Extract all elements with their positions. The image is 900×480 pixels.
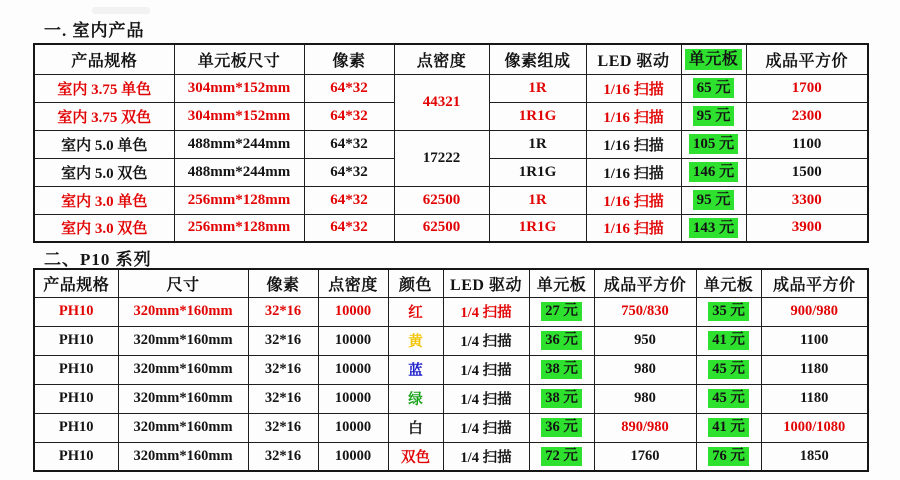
unit-board-price-value: 95 元 [693,106,735,126]
column-header [761,269,868,297]
cell-value: 黄 [408,334,423,350]
cell-value: 64*32 [330,107,368,124]
cell-value: 1700 [791,79,822,96]
table-cell [696,442,761,471]
column-header-label: 像素 [332,52,366,70]
column-header-label: 单元板 [536,276,587,294]
table-cell [318,413,388,442]
table-cell [34,102,174,130]
cell-value: 1/16 扫描 [603,81,664,98]
table-cell [443,442,529,471]
unit-board-price-value: 41 元 [708,331,749,350]
table-cell [118,326,248,355]
table-row [34,130,868,158]
cell-value: 3300 [791,191,822,208]
table-row [34,355,868,384]
cell-value: 320mm*160mm [133,332,233,348]
cell-value: 256mm*128mm [187,191,291,208]
table-row [34,442,868,471]
table-cell [681,214,746,242]
cell-value: 64*32 [330,163,368,180]
table-cell [761,355,868,384]
table-cell [586,74,681,102]
table-cell [118,384,248,413]
cell-value: 1/4 扫描 [460,363,512,379]
table-row [34,297,868,326]
table-cell [318,442,388,471]
column-header-label: 单元板尺寸 [197,52,281,70]
cell-value: 室内 3.0 单色 [61,193,148,210]
table-cell [388,355,443,384]
cell-value: 1/4 扫描 [460,449,512,466]
table-cell [696,413,761,442]
table-cell [529,384,594,413]
table-cell [594,384,696,413]
table-row [34,186,868,214]
cell-value: 304mm*152mm [187,79,291,96]
cell-value: 白 [408,421,423,437]
table-cell [443,326,529,355]
cell-value: 32*16 [264,419,302,435]
cell-value: 488mm*244mm [187,163,291,180]
table-cell [394,186,489,214]
table-cell [304,102,394,130]
table-cell [489,214,586,242]
cell-value: 320mm*160mm [133,361,233,377]
table-row [34,413,868,442]
table-cell [318,326,388,355]
table-cell [529,413,594,442]
column-header-label: 成品平方价 [765,52,848,70]
table-cell [34,442,118,471]
cell-value: 32*16 [264,390,302,406]
table-cell [761,326,868,355]
table-cell [696,355,761,384]
table-cell [318,297,388,326]
column-header-label: LED 驱动 [597,52,670,70]
column-header [681,44,746,74]
unit-board-price-value: 35 元 [708,302,749,321]
column-header [388,269,443,297]
table-cell [529,442,594,471]
cell-value: 32*16 [264,332,302,348]
column-header [248,269,318,297]
cell-value: 1100 [792,135,822,152]
cell-value: 1180 [800,390,829,406]
column-header-label: 产品规格 [43,276,110,294]
table-cell [118,355,248,384]
table-cell [594,326,696,355]
column-header [443,269,529,297]
table-cell [746,158,868,186]
table-cell [304,74,394,102]
cell-value: 室内 3.75 双色 [57,109,152,126]
table-cell [761,442,868,471]
table-cell [746,214,868,242]
column-header-label: 单元板 [685,49,743,70]
unit-board-price-value: 36 元 [541,331,582,350]
cell-value: 1/4 扫描 [460,392,512,408]
cell-value: 750/830 [621,303,669,319]
column-header-label: 成品平方价 [772,276,856,294]
table-cell [696,384,761,413]
table-cell [489,102,586,130]
table-cell [761,297,868,326]
cell-value: 2300 [791,107,822,124]
cell-value: 绿 [408,392,423,408]
column-header [174,44,304,74]
cell-value: 红 [408,305,423,321]
table-row [34,214,868,242]
table-cell [746,130,868,158]
column-header-label: 颜色 [398,276,432,294]
cell-value: 1/16 扫描 [603,221,664,238]
unit-board-price-value: 38 元 [541,360,582,379]
table-cell [489,186,586,214]
cell-value: 62500 [422,219,461,236]
column-header-label: 像素 [266,276,300,294]
cell-value: 10000 [334,303,372,319]
cell-value: 64*32 [330,219,368,236]
cell-value: 488mm*244mm [187,135,291,152]
table-cell [304,158,394,186]
table-cell [746,74,868,102]
table-cell [34,413,118,442]
unit-board-price-value: 95 元 [693,190,735,210]
unit-board-price-value: 36 元 [541,418,582,437]
table-cell [174,130,304,158]
cell-value: PH10 [58,390,94,406]
header-row [34,269,868,297]
cell-value: 950 [634,332,656,348]
cell-value: 320mm*160mm [133,303,233,319]
cell-value: 64*32 [330,135,368,152]
column-header [594,269,696,297]
cell-value: 10000 [334,419,372,435]
table-cell [248,355,318,384]
table-cell [304,186,394,214]
table-cell [34,186,174,214]
table-cell [681,158,746,186]
unit-board-price-value: 105 元 [689,134,738,154]
table-cell [394,74,489,130]
cell-value: 1R1G [518,219,557,236]
table-cell [34,355,118,384]
table-cell [118,297,248,326]
table-cell [489,158,586,186]
cell-value: 10000 [334,332,372,348]
cell-value: 1/4 扫描 [460,305,512,321]
table-cell [586,186,681,214]
table-cell [529,326,594,355]
table-cell [443,384,529,413]
cell-value: PH10 [58,419,94,435]
cell-value: 3900 [791,219,822,236]
unit-board-price-value: 41 元 [708,418,749,437]
table-cell [746,102,868,130]
cell-value: 蓝 [408,363,423,379]
cell-value: 1/16 扫描 [603,109,664,126]
table-row [34,384,868,413]
cell-value: 1/4 扫描 [460,421,512,437]
cell-value: PH10 [58,332,94,348]
table-cell [586,214,681,242]
table-cell [586,102,681,130]
p10-series-price-table [33,268,869,472]
cell-value: 44321 [422,93,461,110]
cell-value: 256mm*128mm [187,219,291,236]
table-cell [318,384,388,413]
table-cell [529,297,594,326]
table-cell [304,130,394,158]
cell-value: 320mm*160mm [133,419,233,435]
cell-value: 320mm*160mm [133,447,233,464]
table-cell [34,214,174,242]
table-cell [118,413,248,442]
table-cell [174,74,304,102]
table-cell [34,384,118,413]
cell-value: 室内 3.75 单色 [57,81,152,98]
cell-value: 室内 5.0 单色 [61,137,148,154]
column-header [34,269,118,297]
cell-value: 17222 [422,149,461,166]
cell-value: 1100 [800,332,829,348]
column-header [696,269,761,297]
table-cell [34,297,118,326]
column-header [118,269,248,297]
column-header-label: 点密度 [416,52,467,70]
unit-board-price-value: 146 元 [689,162,738,182]
table-cell [594,355,696,384]
column-header [318,269,388,297]
cell-value: 32*16 [264,361,302,377]
cell-value: 1R [528,79,547,96]
cell-value: 1500 [791,163,822,180]
cell-value: 890/980 [621,419,669,435]
table-cell [318,355,388,384]
cell-value: 32*16 [264,447,302,464]
cell-value: PH10 [58,447,94,464]
table-cell [761,384,868,413]
cell-value: 10000 [334,390,372,406]
table-cell [443,413,529,442]
cell-value: 64*32 [330,191,368,208]
cell-value: 62500 [422,191,461,208]
table-cell [248,442,318,471]
cell-value: 室内 3.0 双色 [61,221,148,238]
cell-value: 1/16 扫描 [603,165,664,182]
cell-value: 32*16 [264,303,302,319]
section-title-p10-series: 二、P10 系列 [44,250,152,269]
unit-board-price-value: 72 元 [541,447,582,466]
table-row [34,326,868,355]
table-cell [681,74,746,102]
column-header-label: 成品平方价 [603,276,687,294]
table-cell [34,158,174,186]
table-cell [586,130,681,158]
table-cell [443,355,529,384]
unit-board-price-value: 27 元 [541,302,582,321]
table-cell [489,130,586,158]
unit-board-price-value: 76 元 [708,447,749,466]
column-header [489,44,586,74]
column-header-label: 单元板 [703,276,754,294]
price-table [33,43,869,243]
cell-value: PH10 [58,361,94,377]
header-row [34,44,868,74]
unit-board-price-value: 38 元 [541,389,582,408]
scan-artifact [92,7,150,14]
cell-value: 1R [528,191,547,208]
cell-value: 1R1G [518,107,557,124]
table-cell [174,214,304,242]
table-cell [696,297,761,326]
table-cell [746,186,868,214]
table-cell [529,355,594,384]
table-cell [594,297,696,326]
table-cell [681,130,746,158]
cell-value: 1760 [630,447,660,464]
cell-value: 10000 [334,447,372,464]
table-cell [696,326,761,355]
cell-value: 10000 [334,361,372,377]
cell-value: 1R [528,135,547,152]
table-cell [586,158,681,186]
table-cell [174,158,304,186]
column-header [34,44,174,74]
column-header [304,44,394,74]
column-header-label: 产品规格 [71,52,138,70]
price-table [33,268,869,472]
table-cell [489,74,586,102]
table-cell [388,297,443,326]
table-cell [174,102,304,130]
table-cell [248,297,318,326]
cell-value: 1/16 扫描 [603,137,664,154]
cell-value: 1850 [799,447,829,464]
cell-value: 304mm*152mm [187,107,291,124]
unit-board-price-value: 65 元 [693,78,735,98]
table-cell [761,413,868,442]
table-cell [34,74,174,102]
table-row [34,74,868,102]
cell-value: 980 [634,390,656,406]
table-cell [394,130,489,186]
section-title-indoor-products: 一. 室内产品 [44,21,145,40]
column-header-label: 像素组成 [504,52,571,70]
table-cell [174,186,304,214]
cell-value: PH10 [58,303,94,319]
cell-value: 1180 [800,361,829,377]
cell-value: 980 [634,361,656,377]
table-cell [594,413,696,442]
column-header [586,44,681,74]
table-cell [388,326,443,355]
cell-value: 双色 [401,449,430,466]
column-header [529,269,594,297]
column-header [746,44,868,74]
table-cell [681,186,746,214]
cell-value: 1/4 扫描 [460,334,512,350]
table-cell [388,413,443,442]
table-cell [34,326,118,355]
table-cell [594,442,696,471]
table-cell [248,384,318,413]
table-cell [34,130,174,158]
column-header-label: 尺寸 [166,276,200,294]
table-cell [248,413,318,442]
table-cell [304,214,394,242]
cell-value: 900/980 [790,303,839,319]
table-cell [388,384,443,413]
cell-value: 320mm*160mm [133,390,233,406]
table-cell [681,102,746,130]
table-cell [394,214,489,242]
table-cell [388,442,443,471]
table-cell [248,326,318,355]
table-cell [443,297,529,326]
unit-board-price-value: 143 元 [689,218,738,238]
cell-value: 室内 5.0 双色 [61,165,148,182]
column-header-label: LED 驱动 [450,276,522,294]
unit-board-price-value: 45 元 [708,360,749,379]
indoor-products-price-table [33,43,869,243]
cell-value: 1R1G [518,163,557,180]
column-header [394,44,489,74]
table-cell [118,442,248,471]
cell-value: 64*32 [330,79,368,96]
column-header-label: 点密度 [328,276,378,294]
cell-value: 1000/1080 [783,419,846,435]
cell-value: 1/16 扫描 [603,193,664,210]
unit-board-price-value: 45 元 [708,389,749,408]
